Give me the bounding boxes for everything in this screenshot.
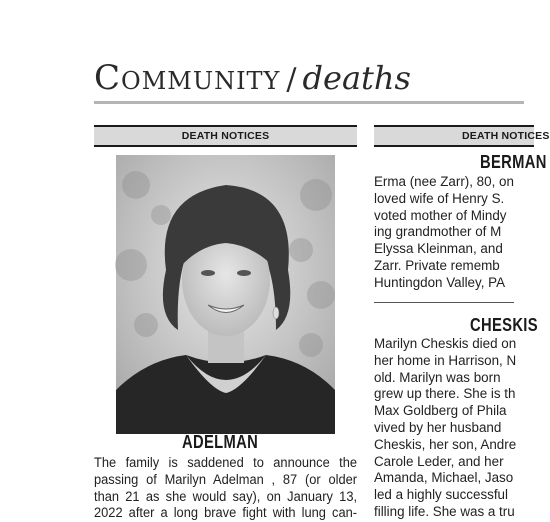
- text-line: grew up there. She is th: [374, 386, 516, 402]
- text-line: loved wife of Henry S.: [374, 190, 505, 206]
- text-line: Carole Leder, and her: [374, 453, 504, 469]
- section-title: Community: [94, 58, 281, 98]
- text-line: ing grandmother of M: [374, 224, 502, 240]
- obituary-name: BERMAN: [480, 152, 547, 172]
- obituary-text: [94, 455, 357, 522]
- text-line: Erma (nee Zarr), 80, on: [374, 174, 514, 189]
- text-line: vived by her husband: [374, 419, 502, 435]
- section-subtitle: deaths: [302, 59, 411, 97]
- column-left: [94, 125, 357, 147]
- obituary-name: CHESKIS: [470, 315, 538, 335]
- notice-divider: [374, 302, 514, 303]
- column-banner: DEATH NOTICES: [374, 125, 534, 147]
- obituary-text: [374, 336, 517, 521]
- header-rule: [94, 101, 524, 104]
- portrait-image: [116, 155, 335, 434]
- text-line: passing of Marilyn Adelman , 87 (or older: [94, 471, 358, 487]
- text-line: Elyssa Kleinman, and: [374, 241, 503, 257]
- text-line: Amanda, Michael, Jaso: [374, 470, 514, 486]
- text-line: Huntingdon Valley, PA: [374, 274, 506, 290]
- header-slash: /: [286, 62, 297, 97]
- obituary-name: ADELMAN: [182, 432, 259, 452]
- text-line: voted mother of Mindy: [374, 207, 507, 223]
- column-banner: DEATH NOTICES: [94, 125, 357, 147]
- text-line: Max Goldberg of Phila: [374, 403, 507, 419]
- text-line: than 21 as she would say), on January 13,: [94, 488, 358, 504]
- text-line: The family is saddened to announce the: [94, 455, 358, 470]
- text-line: filling life. She was a tru: [374, 503, 515, 519]
- text-line: led a highly successful: [374, 487, 508, 503]
- section-header: [94, 58, 411, 98]
- column-right: [374, 125, 550, 147]
- text-line: old. Marilyn was born: [374, 369, 501, 385]
- text-line: Zarr. Private rememb: [374, 257, 500, 273]
- text-line: Cheskis, her son, Andre: [374, 436, 517, 452]
- obituary-text: [374, 174, 514, 292]
- obituary-photo: [116, 155, 335, 434]
- text-line: her home in Harrison, N: [374, 352, 517, 368]
- text-line: 2022 after a long brave fight with lung can-: [94, 505, 358, 521]
- text-line: Marilyn Cheskis died on: [374, 336, 517, 351]
